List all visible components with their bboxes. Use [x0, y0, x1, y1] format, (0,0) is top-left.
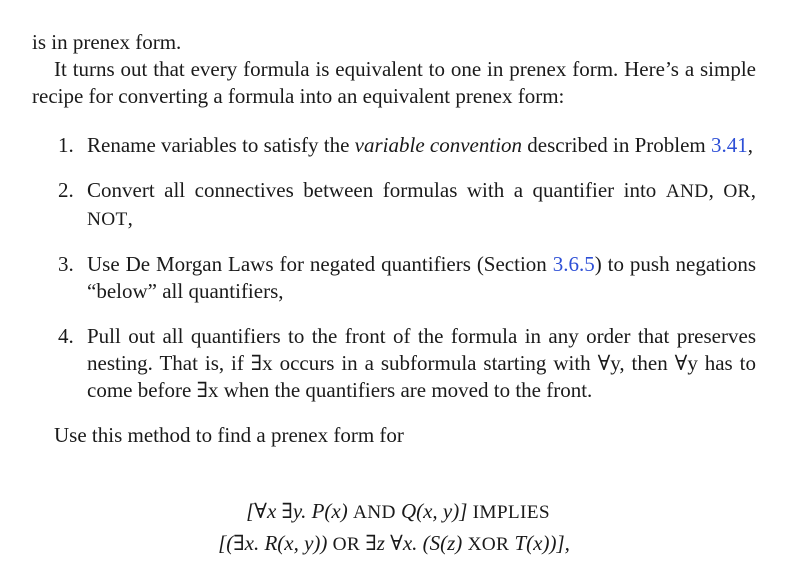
formula-operator-and: AND	[352, 502, 396, 523]
emphasis-text: variable convention	[354, 133, 523, 157]
step-number: 4.	[58, 324, 74, 348]
step-text: ) to push negations “below” all quantifiers,	[87, 252, 756, 303]
formula-part: ∃z ∀x. (S(z)	[360, 531, 468, 555]
step-text: described in Problem	[522, 133, 712, 157]
page-content	[32, 29, 756, 560]
formula-line-1	[32, 496, 756, 528]
step-text: Pull out all quantifiers to the front of the formula in any order that preserves nesting. That is, if ∃x occurs in a subformula starting with ∀y, then ∀y has to come before ∃x when the quantifiers are moved to the front.	[87, 324, 756, 402]
intro-paragraph: It turns out that every formula is equivalent to one in prenex form. Here’s a simple recipe for converting a formula into an equivalent prenex form:	[32, 57, 756, 108]
step-text: ,	[750, 178, 756, 202]
formula-part: T(x))],	[509, 531, 570, 555]
formula-operator-implies: IMPLIES	[472, 502, 550, 523]
use-method-text: Use this method to find a prenex form for	[54, 423, 404, 447]
connective-not: NOT	[87, 209, 128, 230]
connective-or: OR	[723, 181, 751, 202]
formula-part: [∀x ∃y. P(x)	[246, 499, 353, 523]
formula-part: Q(x, y)]	[395, 499, 473, 523]
formula-part: [(∃x. R(x, y))	[218, 531, 333, 555]
display-formula	[32, 496, 756, 560]
step-text: Convert all connectives between formulas with a quantifier into	[87, 178, 666, 202]
formula-line-2	[32, 528, 756, 560]
formula-operator-or: OR	[332, 534, 361, 555]
step-text: Use De Morgan Laws for negated quantifiers (Section	[87, 252, 553, 276]
step-text: ,	[747, 133, 754, 157]
recipe-steps	[32, 132, 756, 404]
step-text: Rename variables to satisfy the	[87, 133, 355, 157]
formula-operator-xor: XOR	[467, 534, 510, 555]
step-2	[32, 177, 756, 233]
connective-and: AND	[665, 181, 709, 202]
section-link[interactable]: 3.6.5	[552, 252, 595, 276]
step-4	[32, 323, 756, 404]
step-number: 1.	[58, 133, 74, 157]
step-text: ,	[708, 178, 724, 202]
step-text: ,	[127, 206, 133, 230]
step-3	[32, 251, 756, 305]
problem-link[interactable]: 3.41	[711, 133, 748, 157]
intro-top-line: is in prenex form.	[32, 30, 182, 54]
step-number: 3.	[58, 252, 74, 276]
step-1	[32, 132, 756, 159]
step-number: 2.	[58, 178, 74, 202]
